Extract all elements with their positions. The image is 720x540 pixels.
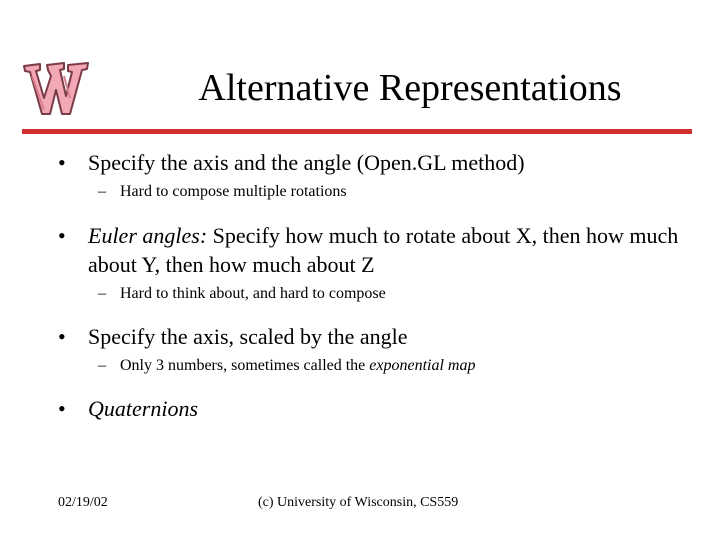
sub-bullet-dash: – [98,357,106,374]
bullet-text: Specify the axis and the angle (Open.GL method) [88,150,525,175]
sub-bullet-dash: – [98,285,106,302]
footer-credit: (c) University of Wisconsin, CS559 [258,495,459,510]
bullet-text: Specify the axis, scaled by the angle [88,324,408,349]
w-logo-icon [20,52,92,124]
bullet-list [58,148,698,423]
bullet-dot: • [58,396,66,421]
bullet-text: Specify how much to rotate about X, then how much about Y, then how much about Z [88,223,679,277]
bullet-dot: • [58,223,66,248]
bullet-emphasis: Quaternions [88,396,198,421]
bullet-dot: • [58,150,66,175]
sub-bullet-text: Hard to think about, and hard to compose [120,285,386,302]
sub-bullet-item [58,284,698,304]
sub-bullet-emphasis: exponential map [369,357,476,374]
bullet-item [58,394,698,423]
bullet-dot: • [58,324,66,349]
wisconsin-w-logo [20,52,92,124]
sub-bullet-item [58,182,698,202]
slide-title: Alternative Representations [198,67,622,109]
sub-bullet-item [58,356,698,376]
bullet-item [58,148,698,177]
bullet-emphasis: Euler angles: [88,223,208,248]
sub-bullet-text: Only 3 numbers, sometimes called the [120,357,370,374]
sub-bullet-text: Hard to compose multiple rotations [120,183,347,200]
bullet-item [58,322,698,351]
sub-bullet-dash: – [98,183,106,200]
footer-date: 02/19/02 [58,495,108,510]
bullet-item [58,221,698,279]
title-underline [22,129,692,134]
